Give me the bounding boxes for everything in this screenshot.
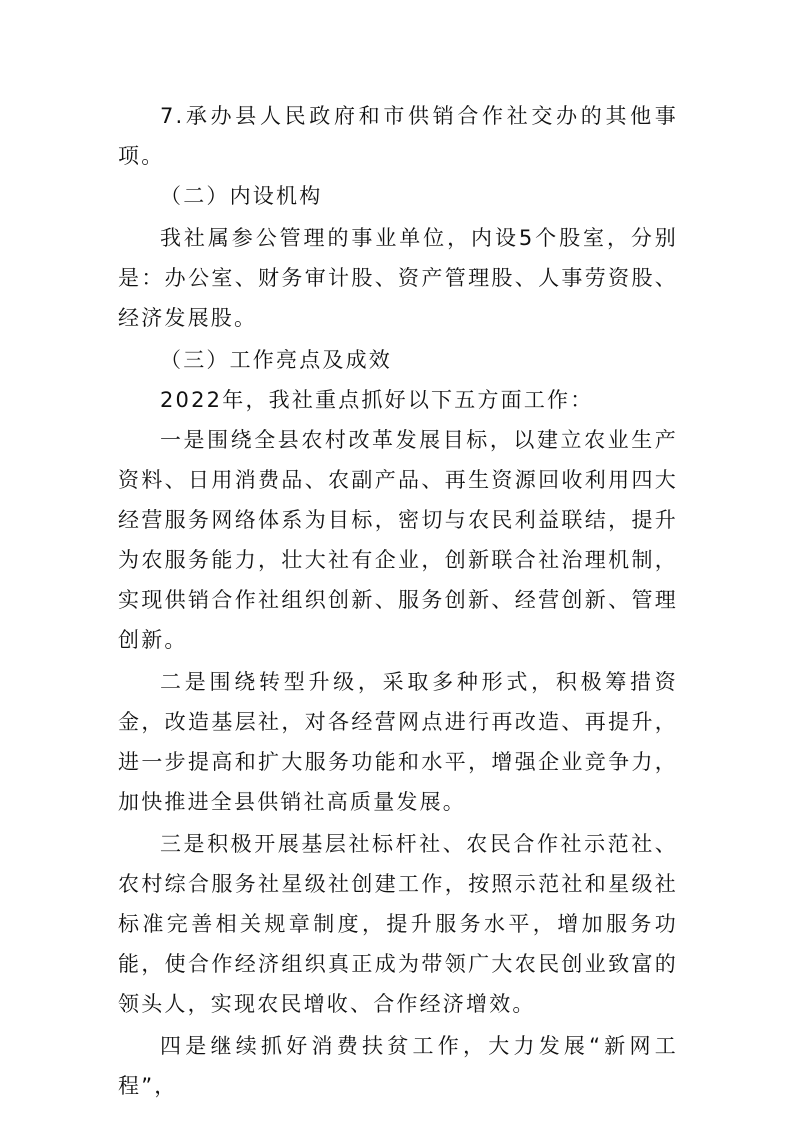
paragraph-third-task: 三是积极开展基层社标杆社、农民合作社示范社、农村综合服务社星级社创建工作，按照示范社和星级社标准完善相关规章制度，提升服务水平，增加服务功能，使合作经济组织真正成为带领广大农民创业致富的领头人，实现农民增收、合作经济增效。	[118, 832, 678, 1016]
section-heading-internal-structure: （二）内设机构	[160, 184, 323, 208]
document-page	[118, 96, 678, 1106]
paragraph-2022-intro: 2022年，我社重点抓好以下五方面工作：	[160, 388, 594, 412]
section-heading-highlights: （三）工作亮点及成效	[160, 348, 392, 372]
paragraph-item-7: 7.承办县人民政府和市供销合作社交办的其他事项。	[118, 104, 678, 168]
paragraph-internal-structure: 我社属参公管理的事业单位，内设5个股室，分别是：办公室、财务审计股、资产管理股、人事劳资股、经济发展股。	[118, 226, 678, 330]
paragraph-second-task: 二是围绕转型升级，采取多种形式，积极筹措资金，改造基层社，对各经营网点进行再改造、再提升，进一步提高和扩大服务功能和水平，增强企业竞争力，加快推进全县供销社高质量发展。	[118, 670, 678, 814]
paragraph-fourth-task: 四是继续抓好消费扶贫工作，大力发展“新网工程”，	[118, 1034, 678, 1098]
paragraph-first-task: 一是围绕全县农村改革发展目标，以建立农业生产资料、日用消费品、农副产品、再生资源回收利用四大经营服务网络体系为目标，密切与农民利益联结，提升为农服务能力，壮大社有企业，创新联合社治理机制，实现供销合作社组织创新、服务创新、经营创新、管理创新。	[118, 428, 678, 652]
